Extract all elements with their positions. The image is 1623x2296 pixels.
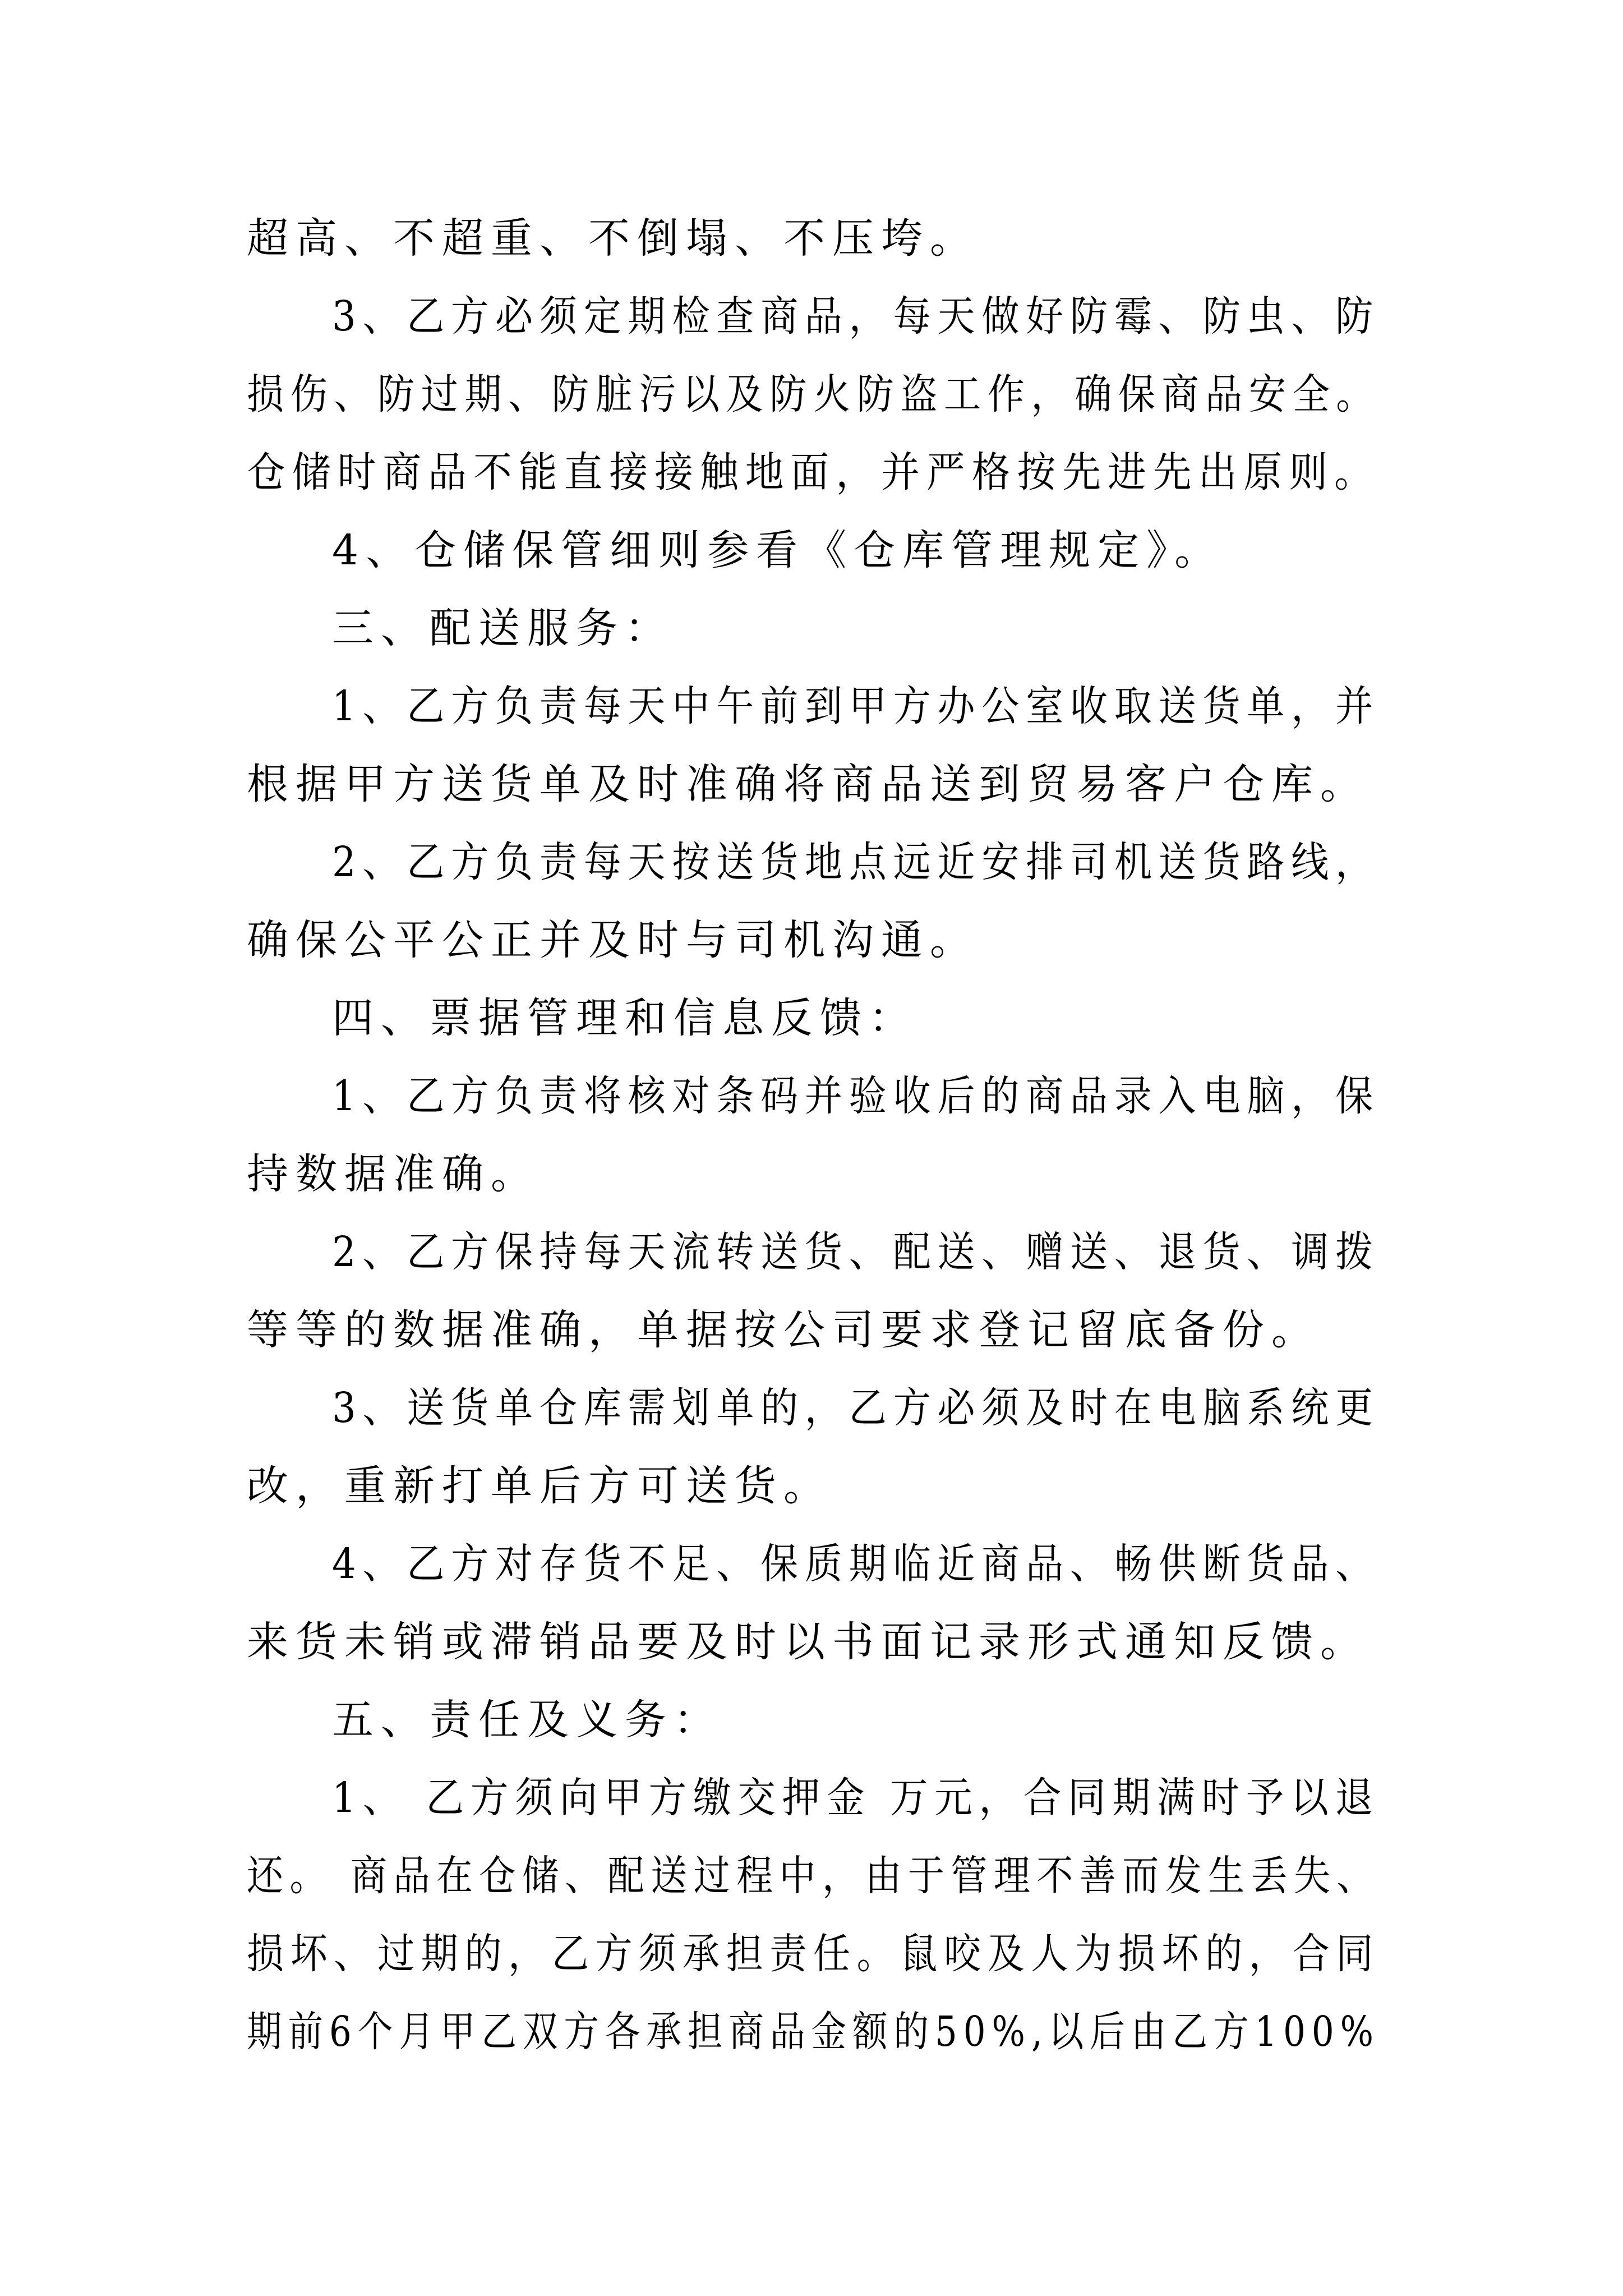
section-heading: 四、票据管理和信息反馈： — [332, 994, 917, 1042]
section-heading: 五、责任及义务： — [332, 1696, 722, 1744]
text-line: 还。 商品在仓储、配送过程中，由于管理不善而发生丢失、 — [247, 1852, 1380, 1900]
text-line: 超高、不超重、不倒塌、不压垮。 — [247, 214, 979, 263]
text-line: 等等的数据准确，单据按公司要求登记留底备份。 — [247, 1306, 1320, 1354]
text-line: 确保公平公正并及时与司机沟通。 — [247, 916, 979, 964]
text-line: 1、乙方负责将核对条码并验收后的商品录入电脑，保 — [332, 1072, 1380, 1120]
text-line: 3、送货单仓库需划单的，乙方必须及时在电脑系统更 — [332, 1384, 1380, 1432]
text-line: 4、乙方对存货不足、保质期临近商品、畅供断货品、 — [332, 1540, 1380, 1588]
text-line: 根据甲方送货单及时准确将商品送到贸易客户仓库。 — [247, 760, 1369, 808]
text-line: 来货未销或滞销品要及时以书面记录形式通知反馈。 — [247, 1618, 1369, 1666]
text-line: 2、乙方负责每天按送货地点远近安排司机送货路线， — [332, 838, 1380, 886]
text-line: 1、乙方负责每天中午前到甲方办公室收取送货单，并 — [332, 682, 1380, 730]
text-line: 3、乙方必须定期检查商品，每天做好防霉、防虫、防 — [332, 292, 1380, 341]
text-line: 仓储时商品不能直接接触地面，并严格按先进先出原则。 — [247, 448, 1380, 496]
text-line: 损伤、防过期、防脏污以及防火防盗工作，确保商品安全。 — [247, 370, 1380, 418]
text-line: 1、 乙方须向甲方缴交押金 万元，合同期满时予以退 — [332, 1774, 1380, 1822]
text-line: 损坏、过期的，乙方须承担责任。鼠咬及人为损坏的，合同 — [247, 1930, 1380, 1978]
section-heading: 三、配送服务： — [332, 604, 674, 652]
text-line: 4、仓储保管细则参看《仓库管理规定》。 — [332, 526, 1224, 574]
text-line: 2、乙方保持每天流转送货、配送、赠送、退货、调拨 — [332, 1228, 1380, 1276]
text-line: 持数据准确。 — [247, 1150, 540, 1198]
text-line: 改，重新打单后方可送货。 — [247, 1462, 832, 1510]
text-line: 期前6个月甲乙双方各承担商品金额的50%,以后由乙方100% — [247, 2008, 1380, 2056]
